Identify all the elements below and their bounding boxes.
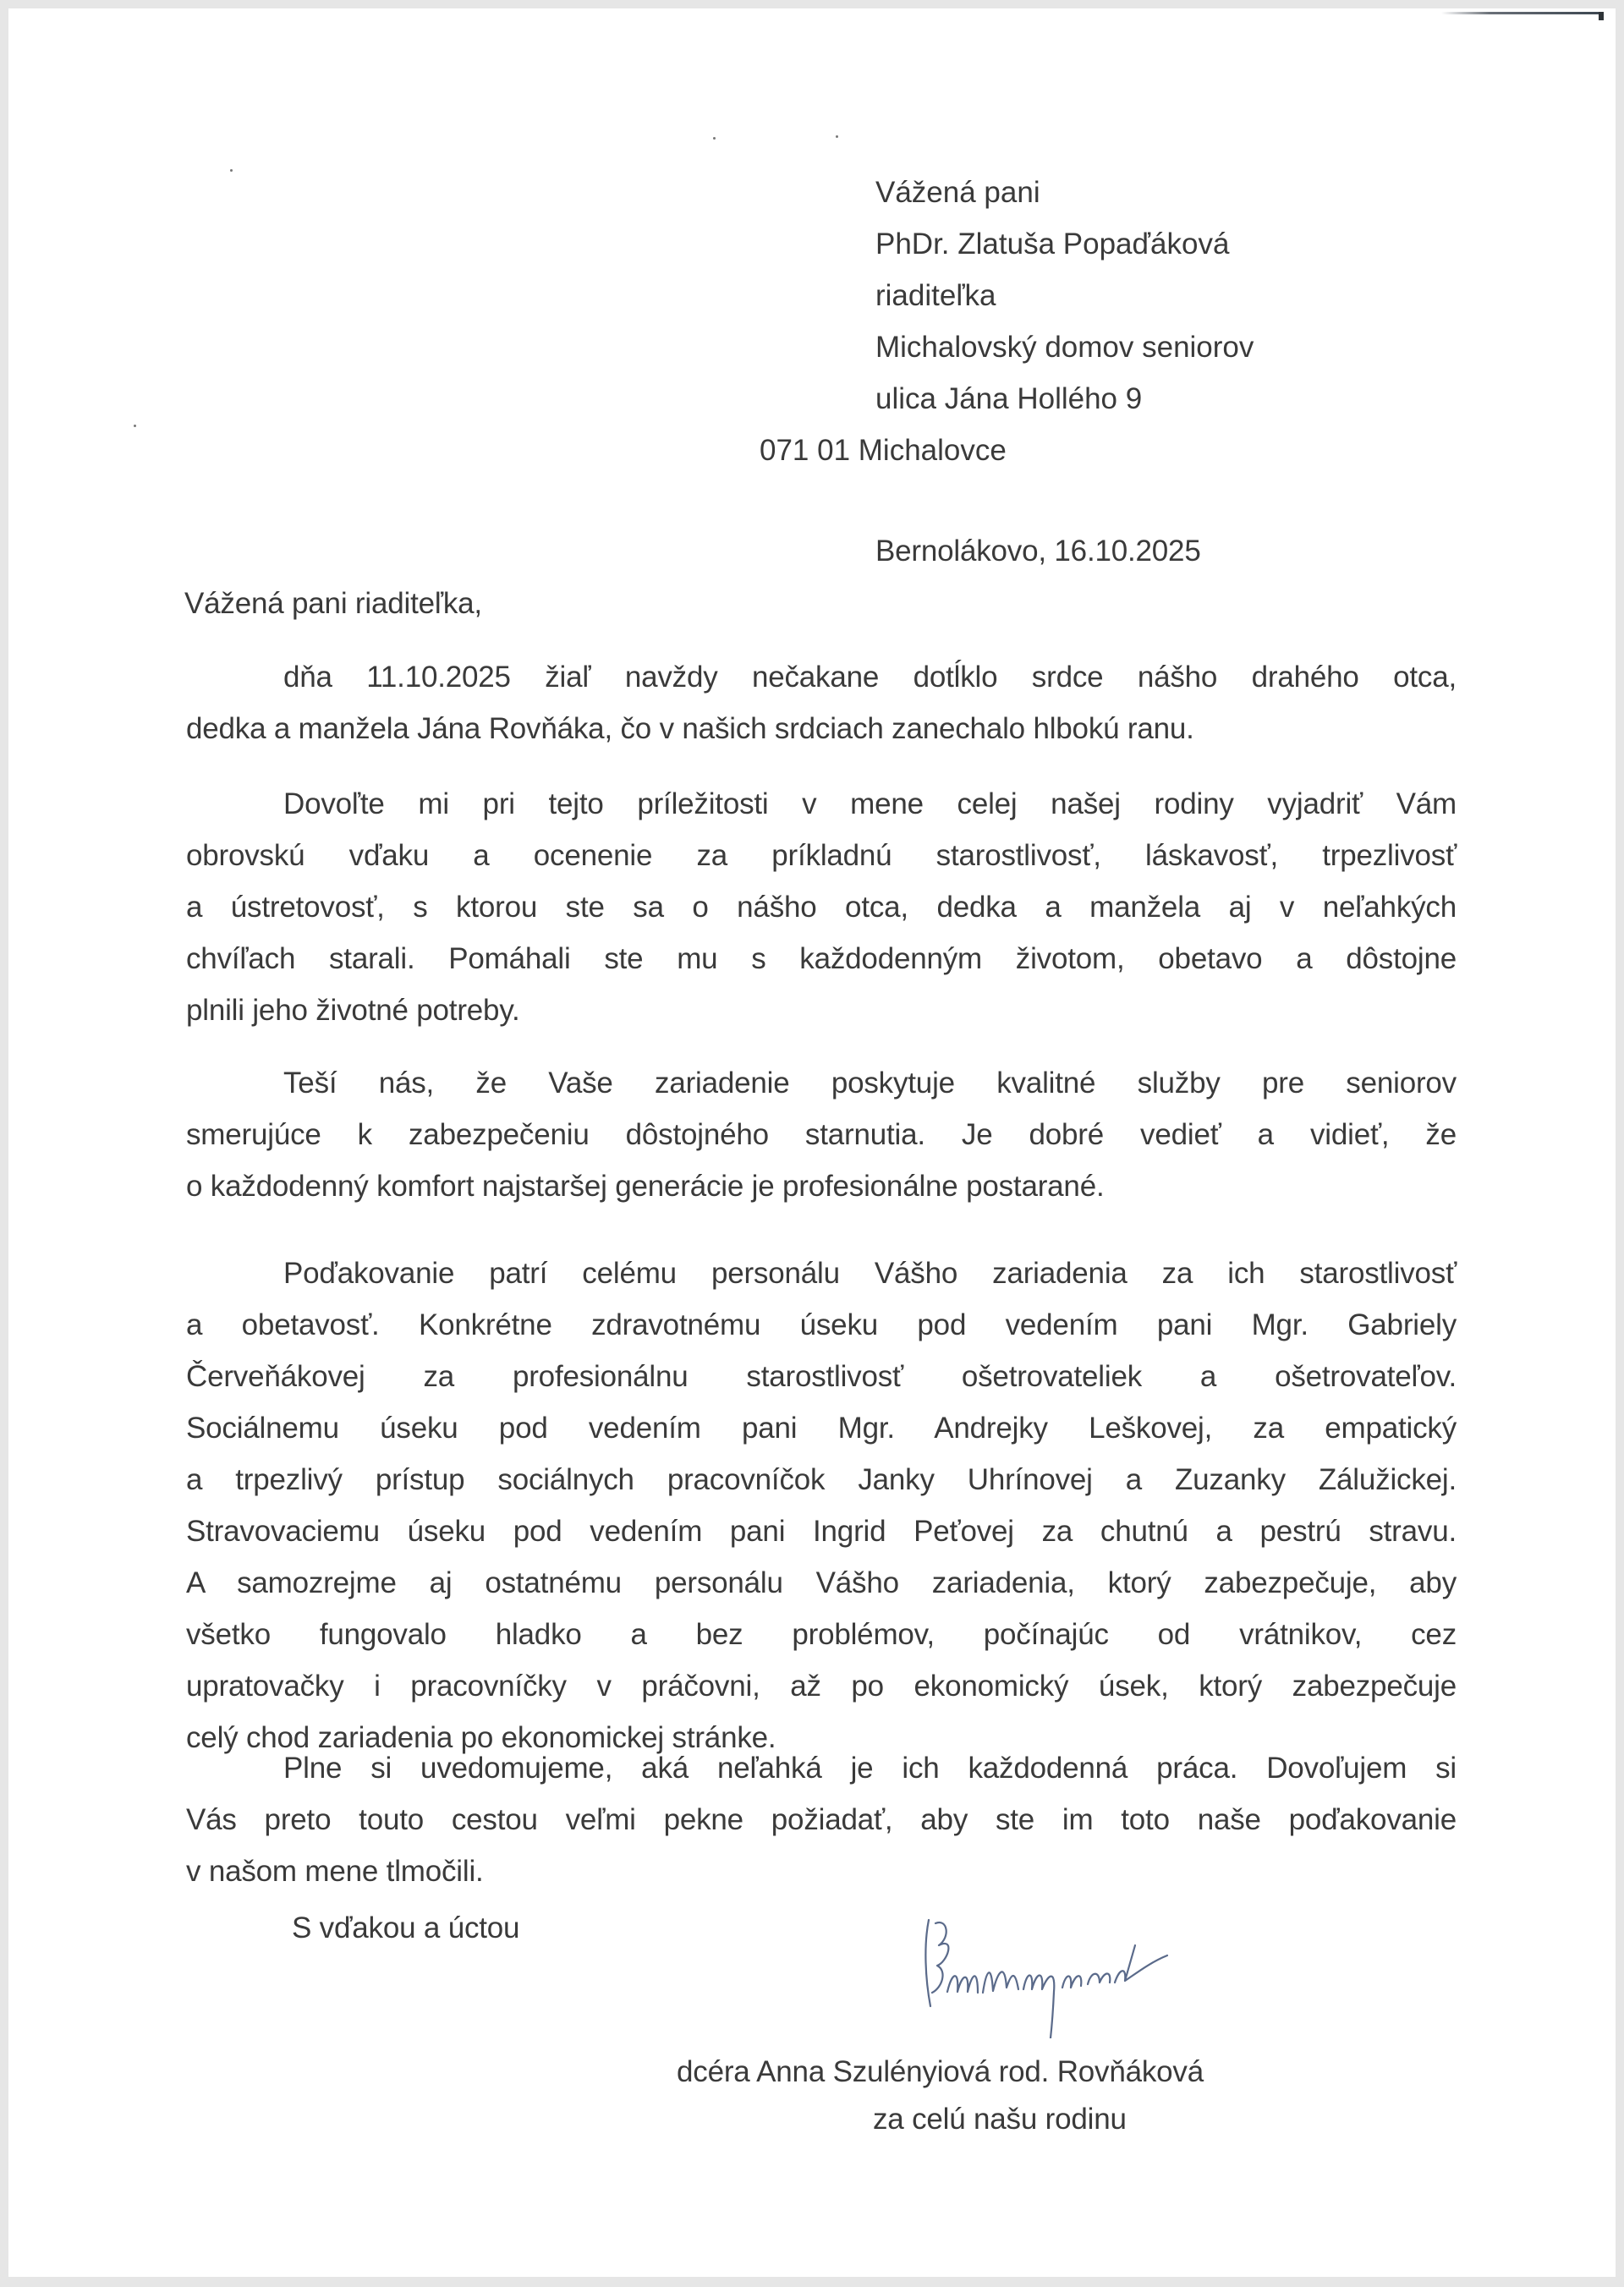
- recipient-line: riaditeľka: [875, 279, 996, 312]
- scan-speck: [230, 169, 233, 172]
- signature-stroke: [932, 1922, 948, 1993]
- paragraph-line: Červeňákovej za profesionálnu starostlivosť ošetrovateliek a ošetrovateľov.: [186, 1360, 1457, 1393]
- paragraph-line: všetko fungovalo hladko a bez problémov, počínajúc od vrátnikov, cez: [186, 1618, 1457, 1651]
- scan-edge-line: [1441, 12, 1602, 14]
- paragraph-3: [186, 1057, 1457, 1212]
- scan-speck: [134, 425, 136, 427]
- scan-speck: [836, 135, 838, 138]
- paragraph-line: Stravovaciemu úseku pod vedením pani Ingrid Peťovej za chutnú a pestrú stravu.: [186, 1515, 1457, 1548]
- signature-stroke: [1023, 1976, 1054, 2039]
- paragraph-line: Teší nás, že Vaše zariadenie poskytuje kvalitné služby pre seniorov: [283, 1067, 1457, 1100]
- paragraph-1: [186, 651, 1457, 754]
- recipient-line: ulica Jána Hollého 9: [875, 382, 1143, 415]
- paragraph-line: A samozrejme aj ostatnému personálu Vášho zariadenia, ktorý zabezpečuje, aby: [186, 1566, 1457, 1599]
- scan-edge-mark: [1599, 12, 1604, 20]
- paragraph-line: v našom mene tlmočili.: [186, 1855, 484, 1888]
- signature-stroke: [1062, 1976, 1081, 1988]
- paragraph-line: dňa 11.10.2025 žiaľ navždy nečakane dotĺklo srdce nášho drahého otca,: [283, 661, 1457, 694]
- signature-stroke: [1115, 1945, 1167, 1983]
- paragraph-line: o každodenný komfort najstaršej generácie je profesionálne postarané.: [186, 1170, 1105, 1203]
- paragraph-4: [186, 1248, 1457, 1763]
- recipient-line: Vážená pani: [875, 176, 1040, 209]
- paragraph-line: a ústretovosť, s ktorou ste sa o nášho otca, dedka a manžela aj v neľahkých: [186, 891, 1457, 924]
- paragraph-2: [186, 778, 1457, 1036]
- signatory-name: dcéra Anna Szulényiová rod. Rovňáková: [677, 2055, 1204, 2088]
- closing-phrase: S vďakou a úctou: [292, 1911, 520, 1944]
- paragraph-line: Plne si uvedomujeme, aká neľahká je ich každodenná práca. Dovoľujem si: [283, 1752, 1457, 1785]
- recipient-address: [760, 167, 1254, 476]
- paragraph-line: smerujúce k zabezpečeniu dôstojného starnutia. Je dobré vedieť a vidieť, že: [186, 1118, 1457, 1151]
- paragraph-line: a obetavosť. Konkrétne zdravotnému úseku pod vedením pani Mgr. Gabriely: [186, 1308, 1457, 1341]
- signature-stroke: [1088, 1974, 1110, 1985]
- handwritten-signature: [914, 1911, 1252, 2038]
- paragraph-line: chvíľach starali. Pomáhali ste mu s každodenným životom, obetavo a dôstojne: [186, 942, 1457, 975]
- signatory-on-behalf: za celú našu rodinu: [873, 2103, 1127, 2136]
- signature-stroke: [947, 1976, 978, 1993]
- paragraph-5: [186, 1742, 1457, 1897]
- scan-speck: [713, 137, 716, 140]
- paragraph-line: a trpezlivý prístup sociálnych pracovníčok Janky Uhrínovej a Zuzanky Zálužickej.: [186, 1463, 1457, 1496]
- letter-page: [8, 8, 1616, 2277]
- paragraph-line: Sociálnemu úseku pod vedením pani Mgr. Andrejky Leškovej, za empatický: [186, 1412, 1457, 1445]
- paragraph-line: plnili jeho životné potreby.: [186, 994, 520, 1027]
- paragraph-line: celý chod zariadenia po ekonomickej stránke.: [186, 1721, 776, 1754]
- place-date: Bernolákovo, 16.10.2025: [875, 535, 1201, 568]
- recipient-line: PhDr. Zlatuša Popaďáková: [875, 228, 1230, 261]
- recipient-line: Michalovský domov seniorov: [875, 331, 1254, 364]
- paragraph-line: upratovačky i pracovníčky v práčovni, až po ekonomický úsek, ktorý zabezpečuje: [186, 1670, 1457, 1703]
- salutation: Vážená pani riaditeľka,: [184, 587, 482, 620]
- signature-stroke: [983, 1972, 1018, 1993]
- recipient-zip-city: 071 01 Michalovce: [760, 434, 1007, 467]
- paragraph-line: Dovoľte mi pri tejto príležitosti v mene celej našej rodiny vyjadriť Vám: [283, 787, 1457, 820]
- paragraph-line: Poďakovanie patrí celému personálu Vášho zariadenia za ich starostlivosť: [283, 1257, 1457, 1290]
- paragraph-line: obrovskú vďaku a ocenenie za príkladnú starostlivosť, láskavosť, trpezlivosť: [186, 839, 1457, 872]
- paragraph-line: Vás preto touto cestou veľmi pekne požiadať, aby ste im toto naše poďakovanie: [186, 1803, 1457, 1836]
- signature-stroke: [925, 1920, 930, 2006]
- paragraph-line: dedka a manžela Jána Rovňáka, čo v našich srdciach zanechalo hlbokú ranu.: [186, 712, 1194, 745]
